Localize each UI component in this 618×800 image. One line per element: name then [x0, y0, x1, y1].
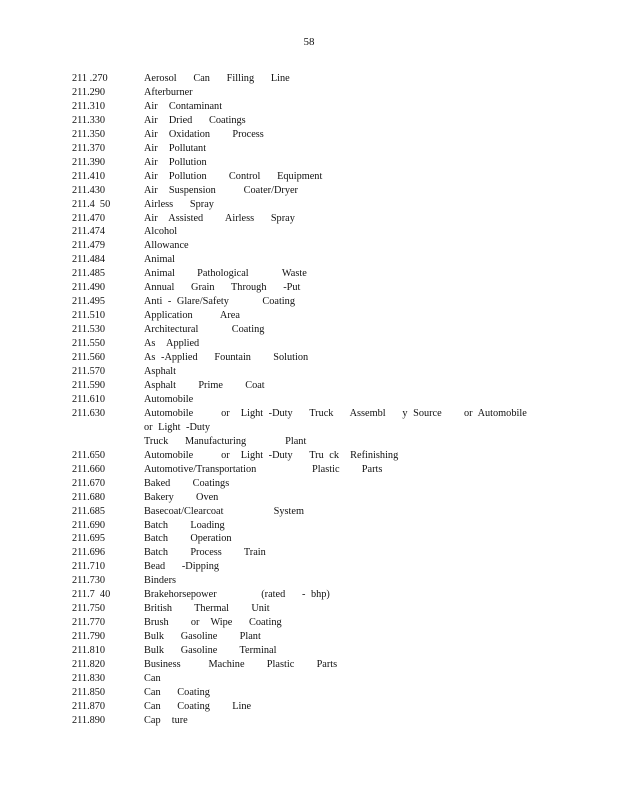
section-number: 211.7 40	[72, 589, 111, 601]
index-entry	[72, 602, 552, 616]
defined-term: Automobile or Light -Duty Tru ck Refinishing	[144, 449, 399, 461]
index-entry	[72, 630, 552, 644]
section-number: 211.750	[72, 603, 106, 615]
index-entry	[72, 184, 552, 198]
index-entry	[72, 532, 552, 546]
defined-term: Animal Pathological Waste	[144, 268, 307, 280]
defined-term: As -Applied Fountain Solution	[144, 352, 309, 364]
defined-term: Air Dried Coatings	[144, 114, 246, 126]
index-entry	[72, 86, 552, 100]
defined-term: Bakery Oven	[144, 491, 219, 503]
index-entry	[72, 295, 552, 309]
defined-term: Air Pollution Control Equipment	[144, 170, 323, 182]
index-entry	[72, 267, 552, 281]
section-number: 211.560	[72, 352, 106, 364]
index-entry	[72, 239, 552, 253]
defined-term: Animal	[144, 254, 175, 266]
index-entry	[72, 337, 552, 351]
section-number: 211.770	[72, 617, 106, 629]
defined-term: Can Coating Line	[144, 700, 252, 712]
page-number: 58	[303, 36, 315, 48]
section-number: 211.696	[72, 547, 106, 559]
section-number: 211.810	[72, 645, 106, 657]
index-entry	[72, 100, 552, 114]
index-entry	[72, 574, 552, 588]
defined-term: Binders	[144, 575, 177, 587]
index-entry	[72, 379, 552, 393]
section-number: 211.330	[72, 114, 106, 126]
defined-term: Architectural Coating	[144, 324, 265, 336]
index-entry	[72, 644, 552, 658]
section-number: 211.690	[72, 519, 106, 531]
index-entry	[72, 588, 552, 602]
index-entry	[72, 142, 552, 156]
defined-term: Cap ture	[144, 714, 188, 726]
index-entry	[72, 477, 552, 491]
defined-term: Asphalt Prime Coat	[144, 379, 265, 391]
section-number: 211.479	[72, 240, 106, 252]
section-number: 211.730	[72, 575, 106, 587]
index-entry	[72, 714, 552, 728]
defined-term: Baked Coatings	[144, 477, 230, 489]
section-number: 211.890	[72, 714, 106, 726]
defined-term: Alcohol	[144, 226, 178, 238]
index-entry	[72, 323, 552, 337]
section-number: 211.710	[72, 561, 106, 573]
section-number: 211.550	[72, 338, 106, 350]
index-entry	[72, 225, 552, 239]
index-entry	[72, 253, 552, 267]
section-number: 211.630	[72, 407, 106, 419]
section-number: 211.590	[72, 379, 106, 391]
defined-term: Application Area	[144, 310, 240, 322]
index-entry	[72, 309, 552, 323]
section-number: 211.820	[72, 659, 106, 671]
defined-term: Batch Operation	[144, 533, 232, 545]
index-entry	[72, 616, 552, 630]
index-entry	[72, 72, 552, 86]
section-number: 211.490	[72, 282, 106, 294]
section-number: 211.830	[72, 672, 106, 684]
defined-term: Can	[144, 672, 161, 684]
index-entry	[72, 686, 552, 700]
defined-term: British Thermal Unit	[144, 603, 270, 615]
index-entry	[72, 351, 552, 365]
section-number: 211.495	[72, 296, 106, 308]
section-number: 211.570	[72, 366, 106, 378]
defined-term: Air Pollution	[144, 156, 207, 168]
defined-term: Bulk Gasoline Plant	[144, 631, 261, 643]
defined-term: Automobile	[144, 393, 194, 405]
section-number: 211.430	[72, 184, 106, 196]
defined-term: Aerosol Can Filling Line	[144, 73, 290, 84]
index-entry	[72, 198, 552, 212]
section-number: 211.485	[72, 268, 106, 280]
defined-term: Automobile or Light -Duty Truck Assembl y Source or Automobile or Light -Duty Truck Manufacturing Plant	[144, 407, 527, 447]
defined-term: Anti - Glare/Safety Coating	[144, 296, 295, 308]
section-number: 211.695	[72, 533, 106, 545]
index-entry	[72, 156, 552, 170]
section-number: 211.370	[72, 142, 106, 154]
section-number: 211.660	[72, 463, 106, 475]
index-entry	[72, 114, 552, 128]
defined-term: Afterburner	[144, 86, 193, 98]
section-number: 211.410	[72, 170, 106, 182]
section-number: 211.390	[72, 156, 106, 168]
defined-term: Air Pollutant	[144, 142, 207, 154]
index-entry	[72, 546, 552, 560]
defined-term: Brush or Wipe Coating	[144, 617, 282, 629]
index-entry	[72, 463, 552, 477]
defined-term: Allowance	[144, 240, 189, 252]
defined-term: Can Coating	[144, 686, 210, 698]
defined-term: Automotive/Transportation Plastic Parts	[144, 463, 383, 475]
section-number: 211.870	[72, 700, 106, 712]
section-number: 211.610	[72, 393, 106, 405]
index-entry	[72, 281, 552, 295]
section-number: 211.530	[72, 324, 106, 336]
defined-term: Batch Loading	[144, 519, 225, 531]
section-number: 211.685	[72, 505, 106, 517]
section-number: 211.680	[72, 491, 106, 503]
section-number: 211 .270	[72, 73, 108, 84]
defined-term: Business Machine Plastic Parts	[144, 659, 338, 671]
index-entry	[72, 505, 552, 519]
section-number: 211.4 50	[72, 198, 111, 210]
defined-term: Air Assisted Airless Spray	[144, 212, 295, 224]
section-number: 211.790	[72, 631, 106, 643]
index-entry	[72, 407, 552, 449]
index-entry	[72, 672, 552, 686]
defined-term: Bulk Gasoline Terminal	[144, 645, 277, 657]
definitions-index-list	[72, 72, 552, 728]
defined-term: Batch Process Train	[144, 547, 266, 559]
defined-term: As Applied	[144, 338, 200, 350]
defined-term: Air Suspension Coater/Dryer	[144, 184, 298, 196]
defined-term: Basecoat/Clearcoat System	[144, 505, 304, 517]
section-number: 211.474	[72, 226, 106, 238]
section-number: 211.650	[72, 449, 106, 461]
index-entry	[72, 491, 552, 505]
section-number: 211.484	[72, 254, 106, 266]
section-number: 211.310	[72, 100, 106, 112]
index-entry	[72, 449, 552, 463]
index-entry	[72, 700, 552, 714]
index-entry	[72, 170, 552, 184]
defined-term: Annual Grain Through -Put	[144, 282, 301, 294]
index-entry	[72, 128, 552, 142]
section-number: 211.670	[72, 477, 106, 489]
section-number: 211.470	[72, 212, 106, 224]
defined-term: Air Contaminant	[144, 100, 223, 112]
section-number: 211.850	[72, 686, 106, 698]
index-entry	[72, 519, 552, 533]
defined-term: Air Oxidation Process	[144, 128, 264, 140]
section-number: 211.350	[72, 128, 106, 140]
defined-term: Bead -Dipping	[144, 561, 220, 573]
index-entry	[72, 560, 552, 574]
section-number: 211.290	[72, 86, 106, 98]
index-entry	[72, 365, 552, 379]
index-entry	[72, 212, 552, 226]
section-number: 211.510	[72, 310, 106, 322]
defined-term: Brakehorsepower (rated - bhp)	[144, 589, 330, 601]
index-entry	[72, 393, 552, 407]
defined-term: Airless Spray	[144, 198, 214, 210]
defined-term: Asphalt	[144, 366, 177, 378]
index-entry	[72, 658, 552, 672]
